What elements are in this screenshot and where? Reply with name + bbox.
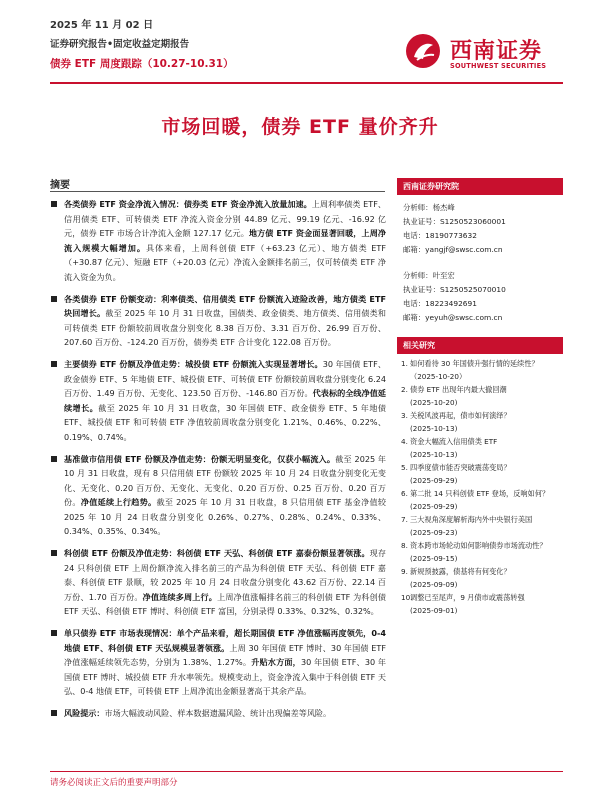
report-category: 证券研究报告•固定收益定期报告 (50, 39, 190, 50)
bullet-icon (51, 456, 57, 462)
report-date: 2025 年 11 月 02 日 (50, 20, 154, 31)
analyst-license: 执业证号：S1250523060001 (403, 217, 506, 226)
paragraph-text: 市场大幅波动风险、样本数据遗漏风险、统计出现偏差等风险。 (104, 708, 332, 718)
abstract-paragraph (50, 292, 386, 350)
company-logo (404, 30, 564, 72)
analyst-phone: 电话：18223492691 (403, 299, 477, 308)
paragraph-lead: 代表标的全线净值延续增长。 (64, 388, 386, 413)
related-research-item[interactable]: 5. 四季度债市能否突破震荡变局？ (2025-09-29) (401, 463, 511, 485)
bullet-icon (51, 550, 57, 556)
bullet-icon (51, 630, 57, 636)
related-research-item[interactable]: 9. 新规预披露，债基将有何变化？ (2025-09-09) (401, 567, 511, 589)
report-series: 债券 ETF 周度跟踪（10.27-10.31） (50, 58, 234, 70)
paragraph-text: 具体来看，上周科创债 ETF（+63.23 亿元）、地方债类 ETF（+30.87 亿元）、短融 ETF（+20.03 亿元）净流入金额排名前三，仅可转债类 ETF 净流入资金为负。 (64, 242, 386, 282)
paragraph-text: 上周 30 年国债 ETF 博时、30 年国债 ETF 净值涨幅延续领先态势，分别为 1.38%、1.27%。 (64, 642, 386, 668)
analyst-name: 分析师：叶至宏 (403, 271, 455, 280)
related-research-item[interactable]: 3. 关税风波再起，债市如何演绎？ (2025-10-13) (401, 411, 511, 433)
related-research-item[interactable]: 4. 资金大幅流入信用债类 ETF (2025-10-13) (401, 437, 498, 459)
paragraph-text: 截至 2025 年 10 月 31 日收盘，现有 8 只信用债 ETF 份额较 2025 年 10 月 24 日收盘分别变化无变化、无变化、0.20 百万份、无变化、无变化、0.20 百万份、0.25 百万份、0.20 百万份。 (64, 453, 386, 508)
paragraph-lead: 各类债券 ETF 资金净流入情况：债券类 ETF 资金净流入放量加速。 (64, 199, 312, 209)
related-research-header: 相关研究 (397, 337, 563, 354)
analyst-name: 分析师：杨杰峰 (403, 203, 455, 212)
related-research-item[interactable]: 1. 如何看待 30 年国债升强行情的延续性？ （2025-10-20） (401, 359, 539, 381)
analyst-email[interactable]: 邮箱：yeyuh@swsc.com.cn (403, 313, 503, 322)
paragraph-lead: 升贴水方面， (251, 657, 301, 668)
related-research-list (397, 354, 563, 617)
paragraph-text: 现存 24 只科创债 ETF 上周份额净流入排名前三的产品为科创债 ETF 天弘、科创债 ETF 嘉泰、科创债 ETF 景顺，较 2025 年 10 月 24 日收盘分别变化 43.62 百万份、22.14 百万份、1.70 百万份。 (64, 548, 386, 602)
logo-name-cn: 西南证券 (450, 38, 543, 64)
paragraph-lead: 地方债 ETF 资金面显著回暖，上周净流入规模大幅增加。 (64, 228, 386, 253)
paragraph-lead: 单只债券 ETF 市场表现情况：单个产品来看，超长期国债 ETF 净值涨幅再度领先，0-4 地债 ETF、科创债 ETF 天弘规模显著领涨。 (64, 628, 386, 653)
research-institute-header: 西南证券研究院 (397, 178, 563, 195)
abstract-paragraph (50, 357, 386, 445)
paragraph-lead: 净值延续上行趋势。 (80, 497, 157, 508)
paragraph-text: 截至 2025 年 10 月 31 日收盘，30 年国债 ETF、政金债券 ETF、5 年地债 ETF、城投债 ETF 和可转债 ETF 净值较前周收盘分别变化 1.21%、0.46%、0.22%、0.19%、0.74%。 (64, 402, 386, 442)
abstract-paragraph (50, 546, 386, 619)
paragraph-lead: 基准做市信用债 ETF 份额及净值走势：份额无明显变化，仅获小幅流入。 (64, 453, 336, 464)
related-research-item[interactable]: 8. 资本跨市场轮动如何影响债券市场流动性？ (2025-09-15) (401, 541, 547, 563)
paragraph-lead: 主要债券 ETF 份额及净值走势：城投债 ETF 份额流入实现显著增长。 (64, 358, 323, 369)
paragraph-lead: 科创债 ETF 份额及净值走势：科创债 ETF 天弘、科创债 ETF 嘉泰份额显著领涨。 (64, 548, 370, 559)
paragraph-text: 30 年国债 ETF、30 年国债 ETF 博时、城投债 ETF 升水率领先。规模变动上，资金净流入集中于科创债 ETF 天弘、0-4 地债 ETF，可转债 ETF 上周净流出金额显著高于其余产品。 (64, 657, 386, 697)
abstract-body (50, 197, 386, 728)
risk-warning (50, 706, 386, 721)
paragraph-lead: 各类债券 ETF 份额变动：利率债类、信用债类 ETF 份额流入迹险改善，地方债类 ETF 块回增长。 (64, 293, 386, 319)
abstract-divider (50, 191, 385, 192)
paragraph-text: 上周利率债类 ETF、信用债类 ETF、可转债类 ETF 净流入资金分别 44.89 亿元、99.19 亿元、-16.92 亿元，债券 ETF 市场合计净流入金额 127.17 亿元。 (64, 199, 386, 239)
bullet-icon (51, 296, 57, 302)
related-research-item[interactable]: 2. 债券 ETF 出现年内最大撤回潮 (2025-10-20) (401, 385, 507, 407)
related-research-item[interactable]: 6. 第二批 14 只科创债 ETF 登场，反响如何？ (2025-09-29) (401, 489, 550, 511)
report-title: 市场回暖，债券 ETF 量价齐升 (161, 116, 439, 138)
bullet-icon (51, 201, 57, 207)
paragraph-lead: 净值连续多周上行。 (142, 591, 218, 602)
analyst-phone: 电话：18190773632 (403, 231, 477, 240)
logo-mark-icon (404, 32, 442, 70)
paragraph-text: 截至 2025 年 10 月 31 日收盘，8 只信用债 ETF 基金净值较 2025 年 10 月 24 日收盘分别变化 0.26%、0.27%、0.28%、0.24%、0.33%、0.34%、0.35%、0.34%。 (64, 497, 386, 537)
sidebar (397, 178, 563, 618)
paragraph-text: 截至 2025 年 10 月 31 日收盘，国债类、政金债类、地方债类、信用债类和可转债类 ETF 份额较前周收盘分别变化 8.38 百万份、3.31 百万份、26.99 百万份、207.60 百万份、-124.20 百万份，债券类 ETF 合计变化 122.08 百万份。 (64, 308, 386, 348)
abstract-paragraph (50, 197, 386, 285)
header-divider (50, 82, 563, 84)
abstract-paragraph (50, 452, 386, 540)
related-research-item[interactable]: 7. 三大视角深度解析海内外中央银行美国 (2025-09-23) (401, 515, 533, 537)
paragraph-lead: 风险提示： (64, 708, 105, 718)
paragraph-text: 上周净值涨幅排名前三的科创债 ETF 为科创债 ETF 天弘、科创债 ETF 博时、科创债 ETF 富国，分别录得 0.33%、0.32%、0.32%。 (64, 591, 386, 617)
paragraph-text: 30 年国债 ETF、政金债券 ETF、5 年地债 ETF、城投债 ETF、可转债 ETF 份额较前周收盘分别变化 6.24 百万份、1.49 百万份、无变化、123.50 百万份、-146.80 百万份。 (64, 358, 386, 399)
analyst-license: 执业证号：S1250525070010 (403, 285, 506, 294)
analyst-email[interactable]: 邮箱：yangjf@swsc.com.cn (403, 245, 503, 254)
abstract-label: 摘要 (50, 180, 70, 191)
related-research-item[interactable]: 10. 调整已至尾声，9 月债市或震荡转强 (2025-09-01) (401, 593, 525, 615)
bullet-icon (51, 710, 57, 716)
abstract-paragraph (50, 626, 386, 699)
logo-name-en: SOUTHWEST SECURITIES (450, 62, 547, 70)
disclaimer-note: 请务必阅读正文后的重要声明部分 (50, 778, 178, 788)
analyst-list (397, 195, 563, 325)
footer-divider (50, 771, 563, 772)
bullet-icon (51, 361, 57, 367)
